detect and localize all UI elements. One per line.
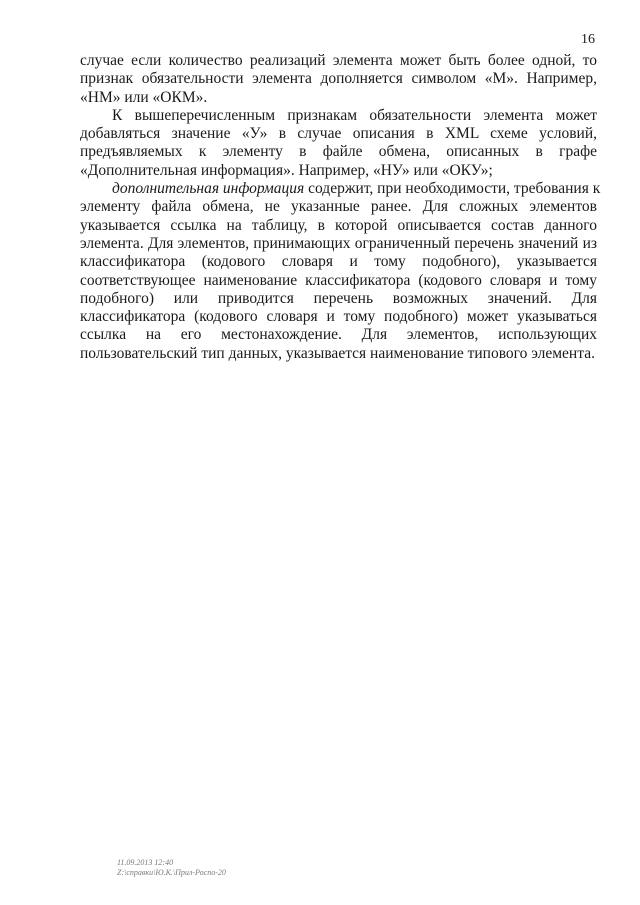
footer-date: 11.09.2013 12:40 — [117, 858, 174, 867]
text-line: «Дополнительная информация». Например, «НУ» или «ОКУ»; — [80, 161, 493, 179]
footer-path: Z:\справки\Ю.К.\Прил-Роспо-20 — [117, 868, 226, 877]
text-line: указывается ссылка на таблицу, в которой описывается состав данного — [80, 216, 597, 234]
page-number: 16 — [581, 32, 595, 47]
footer-stamp — [117, 858, 226, 878]
text-line — [80, 180, 601, 198]
text-line: классификатора (кодового словаря и тому подобного) может указываться — [80, 308, 597, 326]
term-italic: дополнительная информация — [112, 180, 305, 198]
text-line: элемента. Для элементов, принимающих ограниченный перечень значений из — [80, 234, 597, 252]
text-line: добавляться значение «У» в случае описания в XML схеме условий, — [80, 125, 597, 143]
text-line: подобного) или приводится перечень возможных значений. Для — [80, 289, 597, 307]
term-definition: содержит, при необходимости, требования к — [304, 180, 601, 198]
text-line: элементу файла обмена, не указанные ранее. Для сложных элементов — [80, 198, 597, 216]
text-line: классификатора (кодового словаря и тому подобного), указывается — [80, 253, 597, 271]
text-line: случае если количество реализаций элемента может быть более одной, то — [80, 52, 597, 69]
text-line: ссылка на его местонахождение. Для элементов, использующих — [80, 326, 597, 344]
text-line: «НМ» или «ОКМ». — [80, 88, 208, 106]
text-line: предъявляемых к элементу в файле обмена, описанных в графе — [80, 143, 597, 161]
text-line: пользовательский тип данных, указывается наименование типового элемента. — [80, 344, 595, 362]
body-text — [80, 52, 601, 363]
text-line: К вышеперечисленным признакам обязательности элемента может — [112, 106, 597, 124]
text-line: соответствующее наименование классификатора (кодового словаря и тому — [80, 271, 597, 289]
text-line: признак обязательности элемента дополняется символом «М». Например, — [80, 70, 597, 88]
